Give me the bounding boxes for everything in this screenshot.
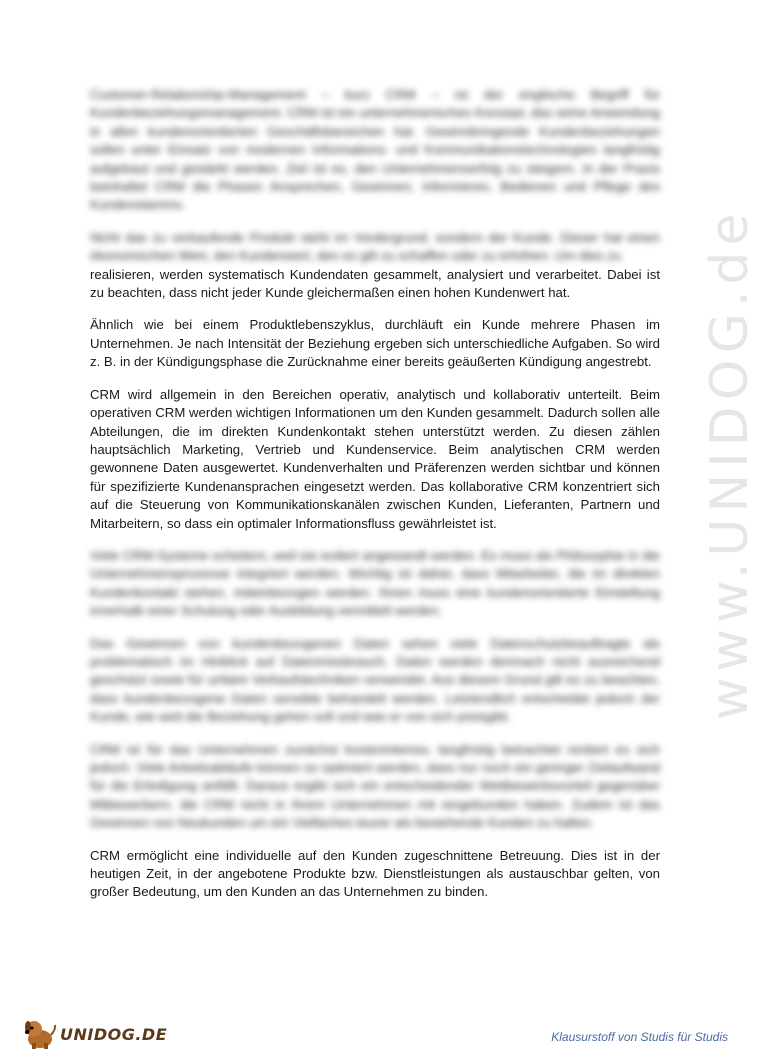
paragraph-6-blurred: Das Gewinnen von kundenbezogenen Daten sehen viele Datenschutzbeauftragte als problematisch im Hinblick auf Datenmissbrauch. Daten werden demnach nicht ausreichend geschützt sowie für unfaire Verkaufstechniken verwendet. Aus diesem Grund gilt es zu beachten, dass kundenbezogene Daten sensible behandelt werden. Letztendlich entscheidet jedoch der Kunde, wie weit die Beziehung gehen soll und was er von sich preisgibt. <box>90 635 660 725</box>
paragraph-7-blurred: CRM ist für das Unternehmen zunächst kostenintensiv, langfristig betrachtet rentiert es sich jedoch. Viele Arbeitsabläufe können so optimiert werden, dass nur noch ein geringer Zeitaufwand für die Erledigung anfällt. Daraus ergibt sich ein entscheidender Wettbewerbsvorteil gegenüber Mitbewerbern, die CRM nicht in ihrem Unternehmen mit eingebunden haben. Zudem ist das Gewinnen von Neukunden um ein Vielfaches teurer als bestehende Kunden zu halten. <box>90 741 660 831</box>
logo-text: UNIDOG.DE <box>60 1024 168 1044</box>
paragraph-4: CRM wird allgemein in den Bereichen operativ, analytisch und kollaborativ unterteilt. Beim operativen CRM werden wichtigen Informationen um den Kunden gesammelt. Dadurch sollen alle Abteilungen, die im direkten Kundenkontakt stehen unterstützt werden. Zu diesen zählen hauptsächlich Marketing, Vertrieb und Kundenservice. Beim analytischen CRM werden gewonnene Daten ausgewertet. Kundenverhalten und Präferenzen werden sichtbar und können für spezifizierte Kundenansprachen eingesetzt werden. Das kollaborative CRM konzentriert sich auf die Steuerung von Kommunikationskanälen zwischen Kunden, Lieferanten, Partnern und Mitarbeitern, so dass ein optimaler Informationsfluss gewährleistet ist. <box>90 386 660 531</box>
unidog-logo[interactable] <box>22 1016 167 1052</box>
document-body <box>90 86 660 916</box>
paragraph-1-blurred: Customer-Relationship-Management – kurz CRM – ist der englische Begriff für Kundenbeziehungsmanagement. CRM ist ein unternehmerisches Konzept, das seine Anwendung in allen kundenorientierten Geschäftsbereichen hat. Gewinnbringende Kundenbeziehungen sollen unter Einsatz von modernen Informations- und Kommunikationstechnologien langfristig aufgebaut und gestärkt werden. Ziel ist es, den Unternehmenserfolg zu steigern. In der Praxis beinhaltet CRM die Phasen Ansprechen, Gewinnen, Informieren, Bedienen und Pflege des Kundenstamms. <box>90 87 660 213</box>
paragraph-2 <box>90 229 660 303</box>
paragraph-2-blurred-part: Nicht das zu verkaufende Produkt steht im Vordergrund, sondern der Kunde. Dieser hat einen ökonomischen Wert, den Kundenwert, den es gilt zu schaffen oder zu erhöhen. Um dies zu <box>90 229 660 264</box>
footer-slogan: Klausurstoff von Studis für Studis <box>551 1030 728 1044</box>
paragraph-5-blurred: Viele CRM-Systeme scheitern, weil sie isoliert angewandt werden. Es muss als Philosophie in die Unternehmensprozesse integriert werden. Wichtig ist daher, dass Mitarbeiter, die im direkten Kundenkontakt stehen, miteinbezogen werden. Ihnen muss eine kundenorientierte Einstellung innerhalb einer Schulung oder Ausbildung vermittelt werden. <box>90 547 660 619</box>
paragraph-8: CRM ermöglicht eine individuelle auf den Kunden zugeschnittene Betreuung. Dies ist in der heutigen Zeit, in der angebotene Produkte bzw. Dienstleistungen als austauschbar gelten, von großer Bedeutung, um den Kunden an das Unternehmen zu binden. <box>90 847 660 900</box>
paragraph-2-clear-part: realisieren, werden systematisch Kundendaten gesammelt, analysiert und verarbeitet. Dabei ist zu beachten, dass nicht jeder Kunde gleichermaßen einen hohen Kundenwert hat. <box>90 266 660 301</box>
dog-icon <box>22 1017 58 1051</box>
paragraph-3: Ähnlich wie bei einem Produktlebenszyklus, durchläuft ein Kunde mehrere Phasen im Unternehmen. Je nach Intensität der Beziehung ergeben sich unterschiedliche Aufgaben. So wird z. B. in der Kündigungsphase die Zurücknahme einer bereits geäußerten Kündigung angestrebt. <box>90 317 660 370</box>
watermark: www.UNIDOG.de <box>700 207 760 720</box>
